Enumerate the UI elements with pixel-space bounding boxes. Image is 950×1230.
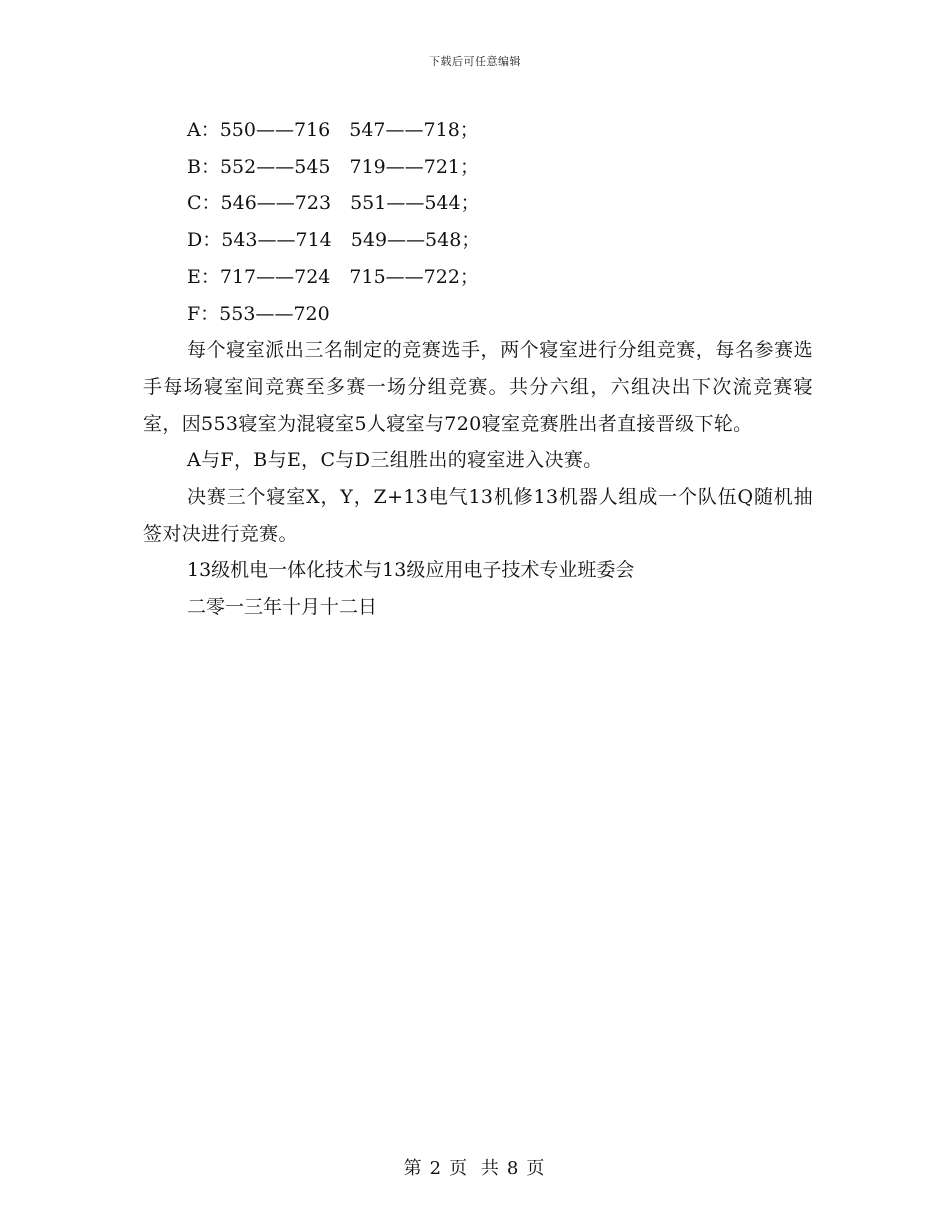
document-body: [143, 112, 813, 626]
group-b-line: B：552——545 719——721；: [187, 155, 480, 178]
footer-prefix: 第: [403, 1158, 424, 1179]
footer-current-page: 2: [429, 1158, 444, 1179]
footer-suffix: 页: [526, 1158, 547, 1179]
group-e-line: E：717——724 715——722；: [187, 265, 479, 288]
semifinal-paragraph: A与F，B与E，C与D三组胜出的寝室进入决赛。: [187, 449, 603, 472]
group-f-line: F：553——720: [187, 302, 330, 325]
group-d-line: D：543——714 549——548；: [187, 229, 481, 252]
signature-date: 二零一三年十月十二日: [187, 596, 378, 619]
footer-middle: 页 共: [449, 1158, 501, 1179]
organization-signature: 13级机电一体化技术与13级应用电子技术专业班委会: [187, 559, 635, 582]
rules-paragraph: 每个寝室派出三名制定的竞赛选手，两个寝室进行分组竞赛，每名参赛选手每场寝室间竞赛至多赛一场分组竞赛。共分六组，六组决出下次流竞赛寝室，因553寝室为混寝室5人寝室与720寝室竞赛胜出者直接晋级下轮。: [143, 339, 813, 435]
final-paragraph: 决赛三个寝室X，Y，Z+13电气13机修13机器人组成一个队伍Q随机抽签对决进行竞赛。: [143, 486, 813, 545]
group-a-line: A：550——716 547——718；: [187, 119, 479, 141]
page-header: 下载后可任意编辑: [429, 55, 521, 68]
footer-total-pages: 8: [506, 1158, 521, 1179]
group-c-line: C：546——723 551——544；: [187, 192, 480, 215]
page-footer: [0, 1154, 950, 1180]
